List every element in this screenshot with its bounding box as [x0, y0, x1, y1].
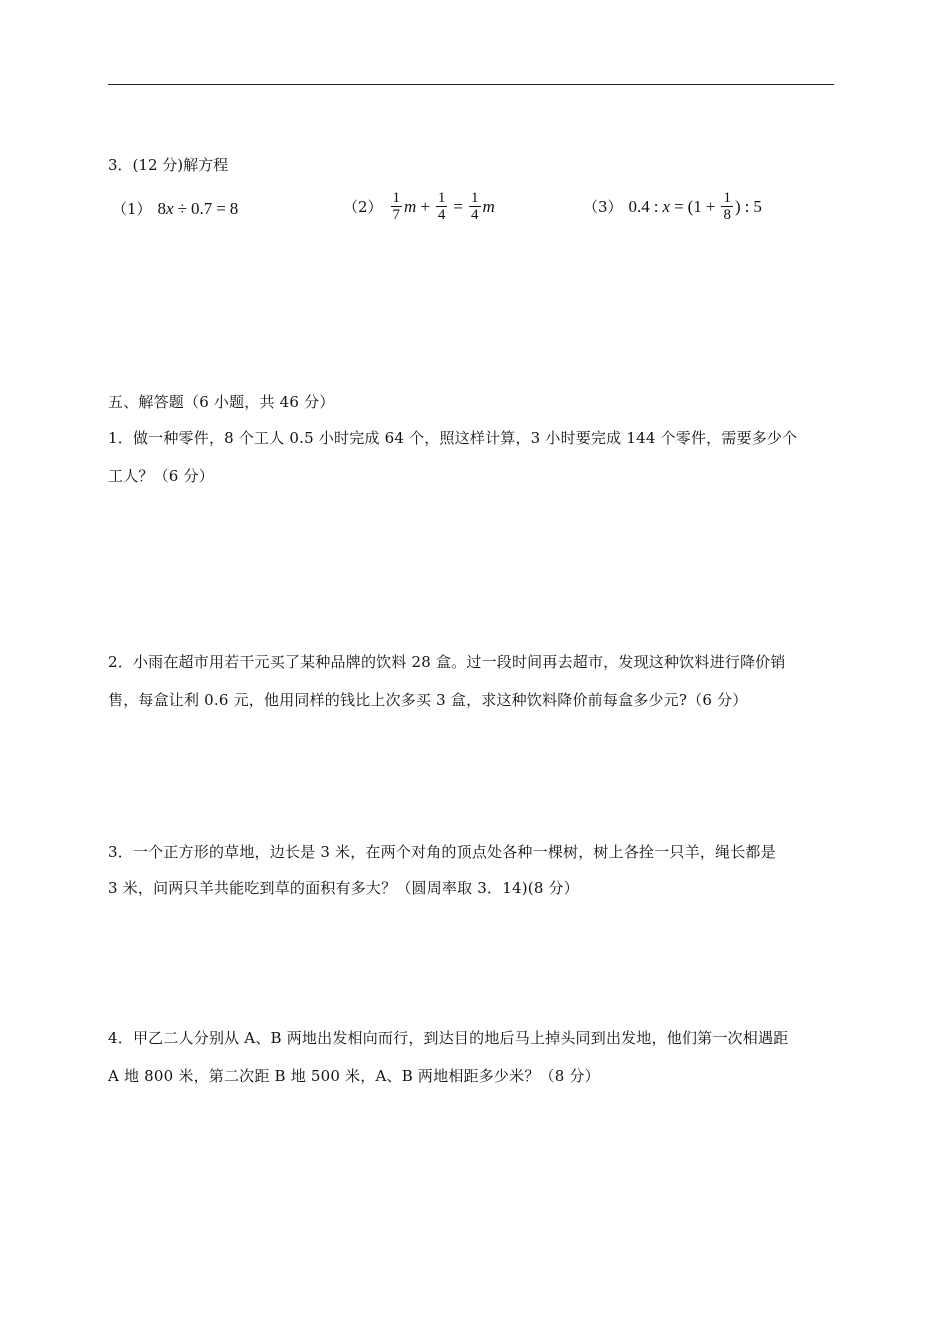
section3-title: 3．(12 分)解方程 — [108, 156, 229, 174]
equation-1-label: （1） — [112, 200, 152, 218]
eq3-rpar: ) — [734, 196, 741, 216]
eq2-var-1: m — [404, 196, 417, 216]
eq1-var: x — [166, 198, 174, 218]
equation-3-label: （3） — [583, 198, 623, 216]
question-1-line-2: 工人？（6 分） — [108, 467, 214, 485]
eq3-a: 0.4 — [628, 196, 650, 216]
equation-1 — [112, 198, 238, 219]
eq3-b: 5 — [753, 196, 762, 216]
eq2-frac-3: $\frac{1}{4}$ — [471, 190, 479, 223]
question-4-line-2: A 地 800 米，第二次距 B 地 500 米，A、B 两地相距多少米？（8 分） — [108, 1067, 600, 1085]
question-3-line-1: 3．一个正方形的草地，边长是 3 米，在两个对角的顶点处各种一棵树，树上各拴一只羊，绳长都是 — [108, 843, 776, 861]
eq3-var: x — [662, 196, 671, 216]
question-2-line-1: 2．小雨在超市用若干元买了某种品牌的饮料 28 盒。过一段时间再去超市，发现这种饮料进行降价销 — [108, 653, 786, 671]
eq3-eq: = — [674, 196, 684, 216]
eq2-frac-2: $\frac{1}{4}$ — [437, 190, 446, 223]
eq3-plus: + — [705, 196, 716, 216]
eq1-div: ÷ — [177, 198, 187, 218]
section5-title: 五、解答题（6 小题，共 46 分） — [108, 393, 335, 411]
question-1-line-1: 1．做一种零件，8 个工人 0.5 小时完成 64 个，照这样计算，3 小时要完成 144 个零件，需要多少个 — [108, 429, 798, 447]
eq3-frac: $\frac{1}{8}$ — [723, 190, 731, 223]
eq2-eq: = — [453, 196, 464, 216]
question-2-line-2: 售，每盒让利 0.6 元，他用同样的钱比上次多买 3 盒，求这种饮料降价前每盒多少元?（6 分） — [108, 691, 748, 709]
equation-2 — [343, 190, 495, 223]
equation-3 — [583, 190, 762, 223]
equation-2-label: （2） — [343, 198, 383, 216]
eq3-colon-1: : — [653, 196, 659, 216]
eq3-lpar: (1 — [687, 196, 702, 216]
eq2-plus: + — [420, 196, 430, 216]
eq2-frac-1: $\frac{1}{7}$ — [392, 190, 401, 223]
eq1-coef: 8 — [157, 198, 167, 218]
eq1-rhs: 8 — [229, 198, 239, 218]
question-3-line-2: 3 米，问两只羊共能吃到草的面积有多大？（圆周率取 3．14)(8 分） — [108, 879, 579, 897]
header-rule — [108, 84, 834, 85]
eq1-eq: = — [216, 198, 226, 218]
eq2-var-2: m — [482, 196, 495, 216]
eq1-divisor: 0.7 — [190, 198, 213, 218]
eq3-colon-2: : — [744, 196, 750, 216]
question-4-line-1: 4．甲乙二人分别从 A、B 两地出发相向而行，到达目的地后马上掉头同到出发地，他们第一次相遇距 — [108, 1029, 789, 1047]
